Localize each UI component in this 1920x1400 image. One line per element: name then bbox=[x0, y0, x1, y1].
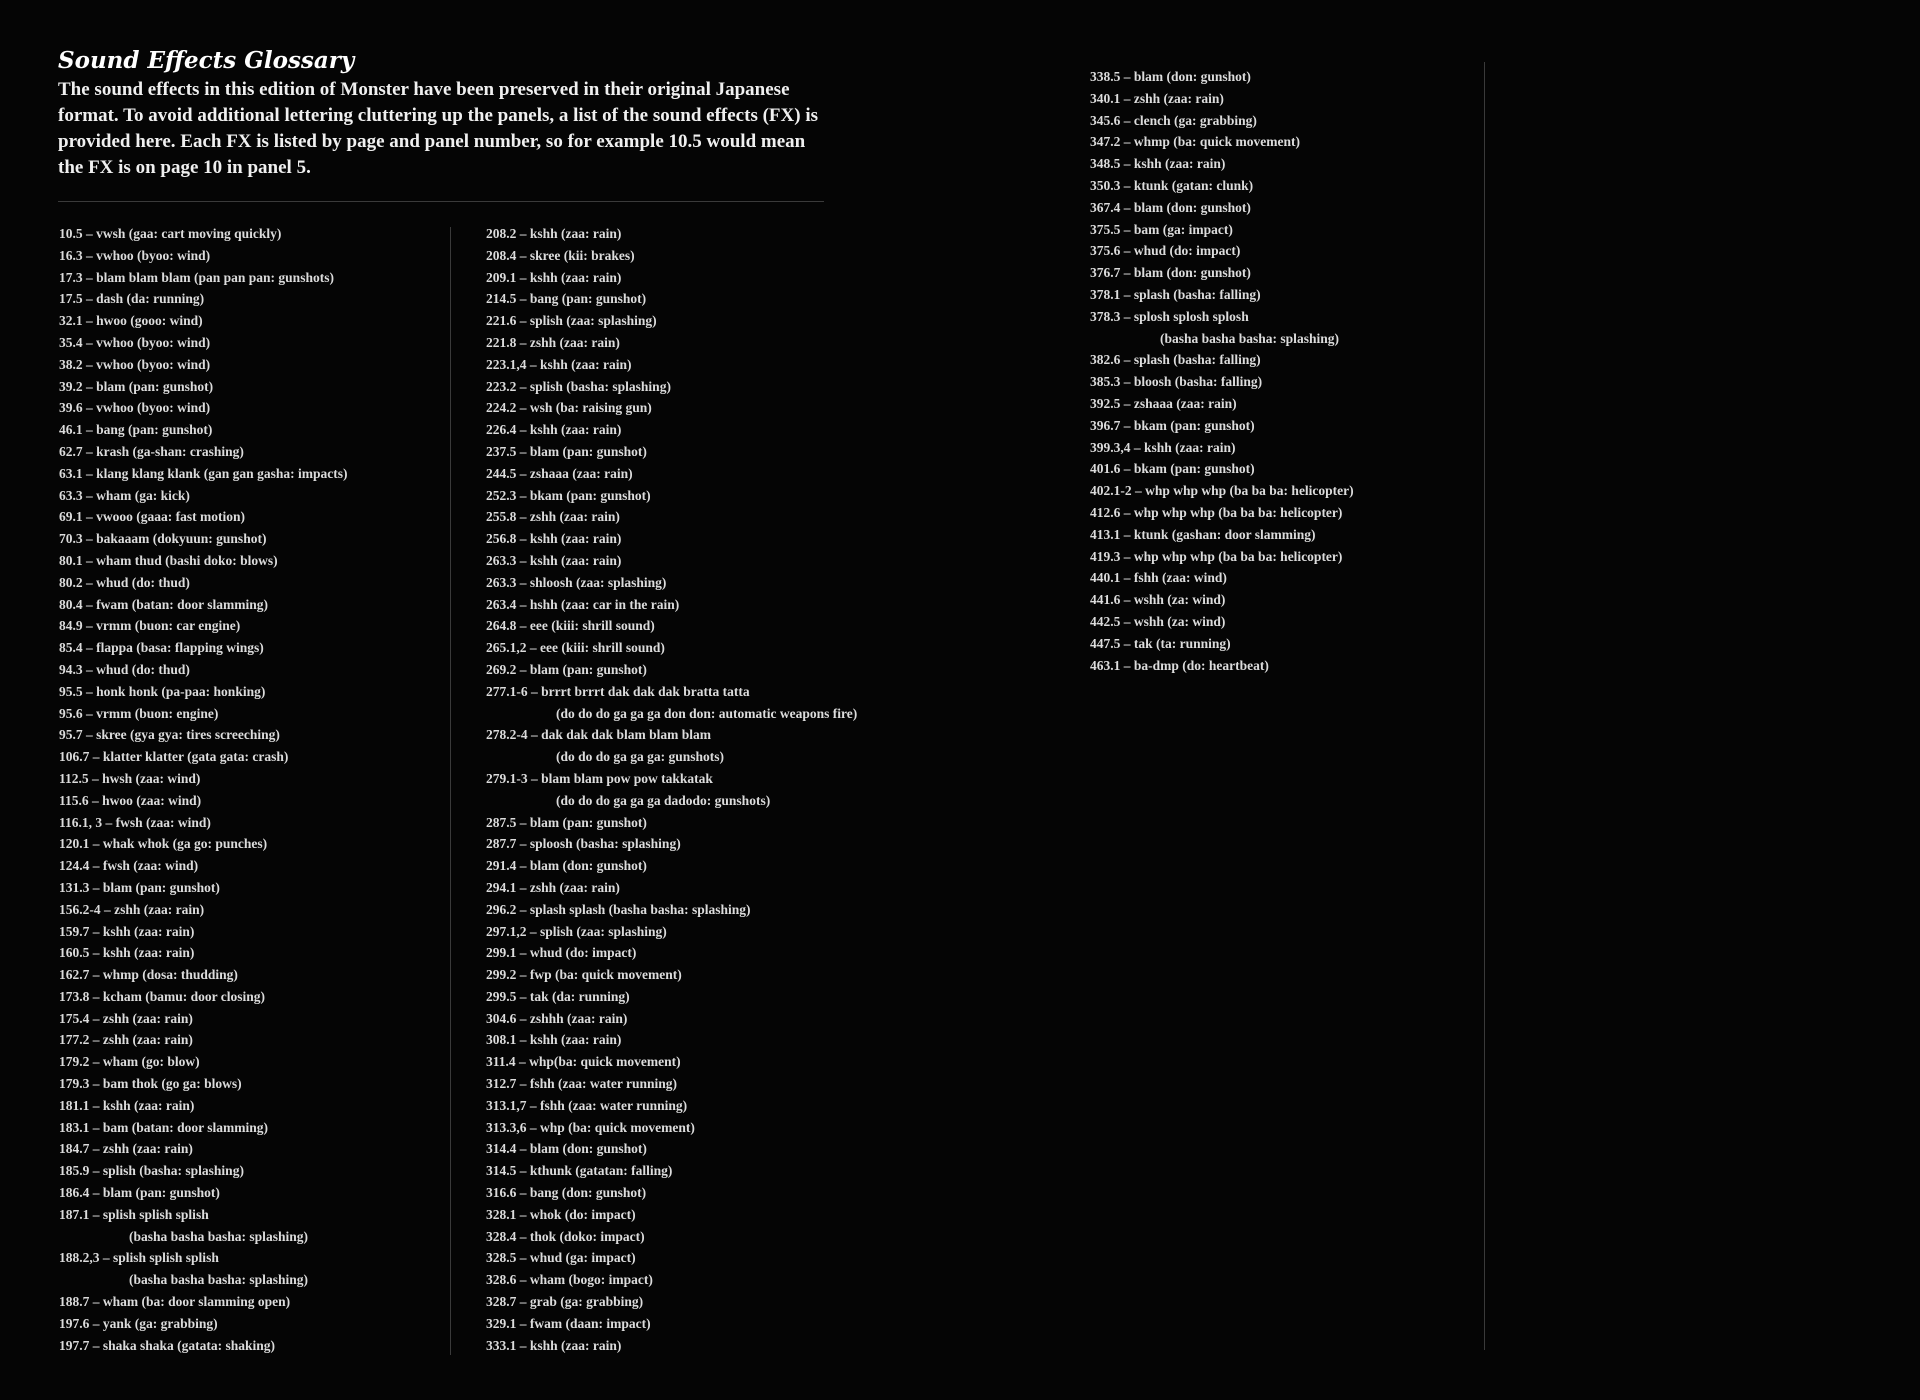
glossary-entry: 441.6 – wshh (za: wind) bbox=[1090, 592, 1226, 608]
glossary-entry: 197.7 – shaka shaka (gatata: shaking) bbox=[59, 1337, 276, 1353]
column-divider-2 bbox=[1484, 62, 1485, 1350]
glossary-entry-continuation: (basha basha basha: splashing) bbox=[1160, 330, 1339, 346]
glossary-entry: 214.5 – bang (pan: gunshot) bbox=[486, 291, 647, 307]
glossary-entry: 382.6 – splash (basha: falling) bbox=[1090, 352, 1261, 368]
glossary-entry: 162.7 – whmp (dosa: thudding) bbox=[59, 967, 238, 983]
glossary-entry: 396.7 – bkam (pan: gunshot) bbox=[1090, 417, 1255, 433]
glossary-entry: 17.3 – blam blam blam (pan pan pan: gunshots) bbox=[59, 269, 334, 285]
glossary-entry: 299.1 – whud (do: impact) bbox=[486, 945, 637, 961]
glossary-entry: 316.6 – bang (don: gunshot) bbox=[486, 1185, 647, 1201]
glossary-entry: 348.5 – kshh (zaa: rain) bbox=[1090, 156, 1226, 172]
glossary-entry: 69.1 – vwooo (gaaa: fast motion) bbox=[59, 509, 245, 525]
glossary-entry: 224.2 – wsh (ba: raising gun) bbox=[486, 400, 652, 416]
glossary-entry: 63.3 – wham (ga: kick) bbox=[59, 487, 190, 503]
glossary-entry: 244.5 – zshaaa (zaa: rain) bbox=[486, 465, 633, 481]
glossary-entry: 287.5 – blam (pan: gunshot) bbox=[486, 814, 647, 830]
glossary-entry: 264.8 – eee (kiii: shrill sound) bbox=[486, 618, 655, 634]
glossary-entry: 313.1,7 – fshh (zaa: water running) bbox=[486, 1097, 688, 1113]
glossary-entry: 159.7 – kshh (zaa: rain) bbox=[59, 923, 195, 939]
glossary-entry: 338.5 – blam (don: gunshot) bbox=[1090, 69, 1251, 84]
glossary-entry: 84.9 – vrmm (buon: car engine) bbox=[59, 618, 241, 634]
glossary-entry: 440.1 – fshh (zaa: wind) bbox=[1090, 570, 1227, 586]
glossary-entry: 463.1 – ba-dmp (do: heartbeat) bbox=[1090, 657, 1269, 673]
glossary-entry: 329.1 – fwam (daan: impact) bbox=[486, 1315, 651, 1331]
glossary-entry: 328.4 – thok (doko: impact) bbox=[486, 1228, 645, 1244]
glossary-entry: 115.6 – hwoo (zaa: wind) bbox=[59, 792, 202, 808]
glossary-entry: 197.6 – yank (ga: grabbing) bbox=[59, 1315, 218, 1331]
glossary-entry: 378.3 – splosh splosh splosh bbox=[1090, 308, 1249, 324]
glossary-entry: 269.2 – blam (pan: gunshot) bbox=[486, 661, 647, 677]
glossary-entry: 375.5 – bam (ga: impact) bbox=[1090, 221, 1233, 237]
glossary-entry: 16.3 – vwhoo (byoo: wind) bbox=[59, 247, 211, 263]
glossary-entry: 156.2-4 – zshh (zaa: rain) bbox=[59, 901, 205, 917]
glossary-entry: 376.7 – blam (don: gunshot) bbox=[1090, 265, 1251, 281]
glossary-entry: 314.5 – kthunk (gatatan: falling) bbox=[486, 1163, 673, 1179]
glossary-entry: 80.1 – wham thud (bashi doko: blows) bbox=[59, 552, 278, 568]
glossary-entry: 124.4 – fwsh (zaa: wind) bbox=[59, 858, 199, 874]
glossary-entry: 263.4 – hshh (zaa: car in the rain) bbox=[486, 596, 680, 612]
glossary-entry: 221.8 – zshh (zaa: rain) bbox=[486, 334, 620, 350]
glossary-entry: 401.6 – bkam (pan: gunshot) bbox=[1090, 461, 1255, 477]
glossary-entry: 120.1 – whak whok (ga go: punches) bbox=[59, 836, 268, 852]
glossary-entry: 187.1 – splish splish splish bbox=[59, 1206, 209, 1222]
glossary-entry: 106.7 – klatter klatter (gata gata: crash) bbox=[59, 749, 289, 765]
glossary-entry: 208.4 – skree (kii: brakes) bbox=[486, 247, 635, 263]
glossary-entry: 447.5 – tak (ta: running) bbox=[1090, 635, 1231, 651]
glossary-entry: 95.7 – skree (gya gya: tires screeching) bbox=[59, 727, 280, 743]
glossary-entry: 340.1 – zshh (zaa: rain) bbox=[1090, 90, 1224, 106]
glossary-entry: 223.2 – splish (basha: splashing) bbox=[486, 378, 671, 394]
glossary-entry: 188.7 – wham (ba: door slamming open) bbox=[59, 1294, 291, 1310]
glossary-entry: 419.3 – whp whp whp (ba ba ba: helicopter) bbox=[1090, 548, 1343, 564]
glossary-entry: 116.1, 3 – fwsh (zaa: wind) bbox=[59, 814, 211, 830]
glossary-entry: 186.4 – blam (pan: gunshot) bbox=[59, 1185, 220, 1201]
glossary-entry: 345.6 – clench (ga: grabbing) bbox=[1090, 112, 1257, 128]
glossary-entry: 188.2,3 – splish splish splish bbox=[59, 1250, 219, 1266]
glossary-entry-continuation: (do do do ga ga ga: gunshots) bbox=[556, 749, 725, 765]
intro-paragraph: The sound effects in this edition of Monster have been preserved in their original Japanese format. To avoid additional lettering cluttering up the panels, a list of the sound effects (FX) is provided here. Each FX is listed by page and panel number, so for example 10.5 would mean the FX is on page 10 in panel 5. bbox=[58, 79, 818, 178]
glossary-entry-continuation: (do do do ga ga ga don don: automatic weapons fire) bbox=[556, 705, 858, 721]
glossary-entry: 263.3 – shloosh (zaa: splashing) bbox=[486, 574, 667, 590]
glossary-entry: 328.6 – wham (bogo: impact) bbox=[486, 1272, 653, 1288]
glossary-entry: 367.4 – blam (don: gunshot) bbox=[1090, 199, 1251, 215]
glossary-entry-continuation: (do do do ga ga ga dadodo: gunshots) bbox=[556, 792, 771, 808]
column-divider-1 bbox=[450, 227, 451, 1355]
glossary-entry: 279.1-3 – blam blam pow pow takkatak bbox=[486, 770, 713, 786]
glossary-entry: 299.5 – tak (da: running) bbox=[486, 988, 630, 1004]
glossary-entry: 347.2 – whmp (ba: quick movement) bbox=[1090, 134, 1301, 150]
glossary-entry: 209.1 – kshh (zaa: rain) bbox=[486, 269, 622, 285]
glossary-entry: 402.1-2 – whp whp whp (ba ba ba: helicopter) bbox=[1090, 483, 1354, 499]
glossary-entry: 85.4 – flappa (basa: flapping wings) bbox=[59, 640, 264, 656]
glossary-entry: 287.7 – sploosh (basha: splashing) bbox=[486, 836, 681, 852]
glossary-entry: 297.1,2 – splish (zaa: splashing) bbox=[486, 923, 667, 939]
glossary-entry-continuation: (basha basha basha: splashing) bbox=[129, 1228, 308, 1244]
glossary-entry: 311.4 – whp(ba: quick movement) bbox=[486, 1054, 681, 1070]
glossary-entry: 314.4 – blam (don: gunshot) bbox=[486, 1141, 647, 1157]
glossary-entry: 385.3 – bloosh (basha: falling) bbox=[1090, 374, 1263, 390]
glossary-entry: 183.1 – bam (batan: door slamming) bbox=[59, 1119, 269, 1135]
glossary-entry: 392.5 – zshaaa (zaa: rain) bbox=[1090, 395, 1237, 411]
glossary-entry: 179.2 – wham (go: blow) bbox=[59, 1054, 200, 1070]
glossary-entry: 237.5 – blam (pan: gunshot) bbox=[486, 443, 647, 459]
glossary-entry: 296.2 – splash splash (basha basha: splashing) bbox=[486, 901, 751, 917]
glossary-entry: 62.7 – krash (ga-shan: crashing) bbox=[59, 443, 244, 459]
glossary-entry: 442.5 – wshh (za: wind) bbox=[1090, 613, 1226, 629]
page-title: Sound Effects Glossary bbox=[58, 47, 355, 74]
glossary-entry: 294.1 – zshh (zaa: rain) bbox=[486, 879, 620, 895]
glossary-entry: 308.1 – kshh (zaa: rain) bbox=[486, 1032, 622, 1048]
glossary-entry: 177.2 – zshh (zaa: rain) bbox=[59, 1032, 193, 1048]
glossary-entry: 39.6 – vwhoo (byoo: wind) bbox=[59, 400, 211, 416]
glossary-entry: 32.1 – hwoo (gooo: wind) bbox=[59, 313, 203, 329]
glossary-entry: 131.3 – blam (pan: gunshot) bbox=[59, 879, 220, 895]
glossary-entry: 179.3 – bam thok (go ga: blows) bbox=[59, 1076, 242, 1092]
glossary-entry: 255.8 – zshh (zaa: rain) bbox=[486, 509, 620, 525]
glossary-entry: 333.1 – kshh (zaa: rain) bbox=[486, 1337, 622, 1353]
glossary-entry: 313.3,6 – whp (ba: quick movement) bbox=[486, 1119, 695, 1135]
glossary-entry: 291.4 – blam (don: gunshot) bbox=[486, 858, 647, 874]
glossary-entry: 95.6 – vrmm (buon: engine) bbox=[59, 705, 219, 721]
glossary-entry: 304.6 – zshhh (zaa: rain) bbox=[486, 1010, 628, 1026]
glossary-entry: 80.4 – fwam (batan: door slamming) bbox=[59, 596, 268, 612]
glossary-entry: 328.5 – whud (ga: impact) bbox=[486, 1250, 636, 1266]
glossary-entry: 265.1,2 – eee (kiii: shrill sound) bbox=[486, 640, 665, 656]
glossary-column-1 bbox=[59, 223, 347, 1356]
glossary-entry: 399.3,4 – kshh (zaa: rain) bbox=[1090, 439, 1236, 455]
glossary-entry: 94.3 – whud (do: thud) bbox=[59, 661, 190, 677]
glossary-entry: 412.6 – whp whp whp (ba ba ba: helicopter) bbox=[1090, 504, 1343, 520]
glossary-column-2 bbox=[486, 223, 857, 1356]
glossary-entry: 175.4 – zshh (zaa: rain) bbox=[59, 1010, 193, 1026]
glossary-entry: 278.2-4 – dak dak dak blam blam blam bbox=[486, 727, 712, 743]
glossary-entry: 63.1 – klang klang klank (gan gan gasha: impacts) bbox=[59, 465, 348, 481]
glossary-entry: 95.5 – honk honk (pa-paa: honking) bbox=[59, 683, 266, 699]
glossary-entry: 80.2 – whud (do: thud) bbox=[59, 574, 190, 590]
glossary-entry: 185.9 – splish (basha: splashing) bbox=[59, 1163, 244, 1179]
glossary-entry: 277.1-6 – brrrt brrrt dak dak dak bratta tatta bbox=[486, 683, 750, 699]
glossary-entry: 350.3 – ktunk (gatan: clunk) bbox=[1090, 177, 1254, 193]
glossary-entry: 160.5 – kshh (zaa: rain) bbox=[59, 945, 195, 961]
glossary-entry: 223.1,4 – kshh (zaa: rain) bbox=[486, 356, 632, 372]
glossary-entry-continuation: (basha basha basha: splashing) bbox=[129, 1272, 308, 1288]
glossary-entry: 252.3 – bkam (pan: gunshot) bbox=[486, 487, 651, 503]
glossary-entry: 173.8 – kcham (bamu: door closing) bbox=[59, 988, 266, 1004]
glossary-entry: 328.7 – grab (ga: grabbing) bbox=[486, 1294, 644, 1310]
glossary-entry: 413.1 – ktunk (gashan: door slamming) bbox=[1090, 526, 1316, 542]
glossary-entry: 39.2 – blam (pan: gunshot) bbox=[59, 378, 214, 394]
glossary-entry: 378.1 – splash (basha: falling) bbox=[1090, 286, 1261, 302]
glossary-entry: 17.5 – dash (da: running) bbox=[59, 291, 205, 307]
glossary-entry: 10.5 – vwsh (gaa: cart moving quickly) bbox=[59, 226, 282, 241]
glossary-entry: 226.4 – kshh (zaa: rain) bbox=[486, 422, 622, 438]
glossary-entry: 208.2 – kshh (zaa: rain) bbox=[486, 226, 622, 241]
glossary-entry: 299.2 – fwp (ba: quick movement) bbox=[486, 967, 682, 983]
glossary-entry: 221.6 – splish (zaa: splashing) bbox=[486, 313, 657, 329]
glossary-entry: 38.2 – vwhoo (byoo: wind) bbox=[59, 356, 211, 372]
glossary-entry: 70.3 – bakaaam (dokyuun: gunshot) bbox=[59, 531, 267, 547]
header-divider bbox=[58, 201, 824, 202]
glossary-entry: 46.1 – bang (pan: gunshot) bbox=[59, 422, 213, 438]
glossary-entry: 312.7 – fshh (zaa: water running) bbox=[486, 1076, 678, 1092]
glossary-entry: 112.5 – hwsh (zaa: wind) bbox=[59, 770, 201, 786]
glossary-entry: 35.4 – vwhoo (byoo: wind) bbox=[59, 334, 211, 350]
glossary-entry: 256.8 – kshh (zaa: rain) bbox=[486, 531, 622, 547]
glossary-entry: 328.1 – whok (do: impact) bbox=[486, 1206, 636, 1222]
glossary-entry: 184.7 – zshh (zaa: rain) bbox=[59, 1141, 193, 1157]
glossary-entry: 181.1 – kshh (zaa: rain) bbox=[59, 1097, 195, 1113]
glossary-entry: 263.3 – kshh (zaa: rain) bbox=[486, 552, 622, 568]
glossary-column-3 bbox=[1090, 66, 1354, 676]
glossary-entry: 375.6 – whud (do: impact) bbox=[1090, 243, 1241, 259]
